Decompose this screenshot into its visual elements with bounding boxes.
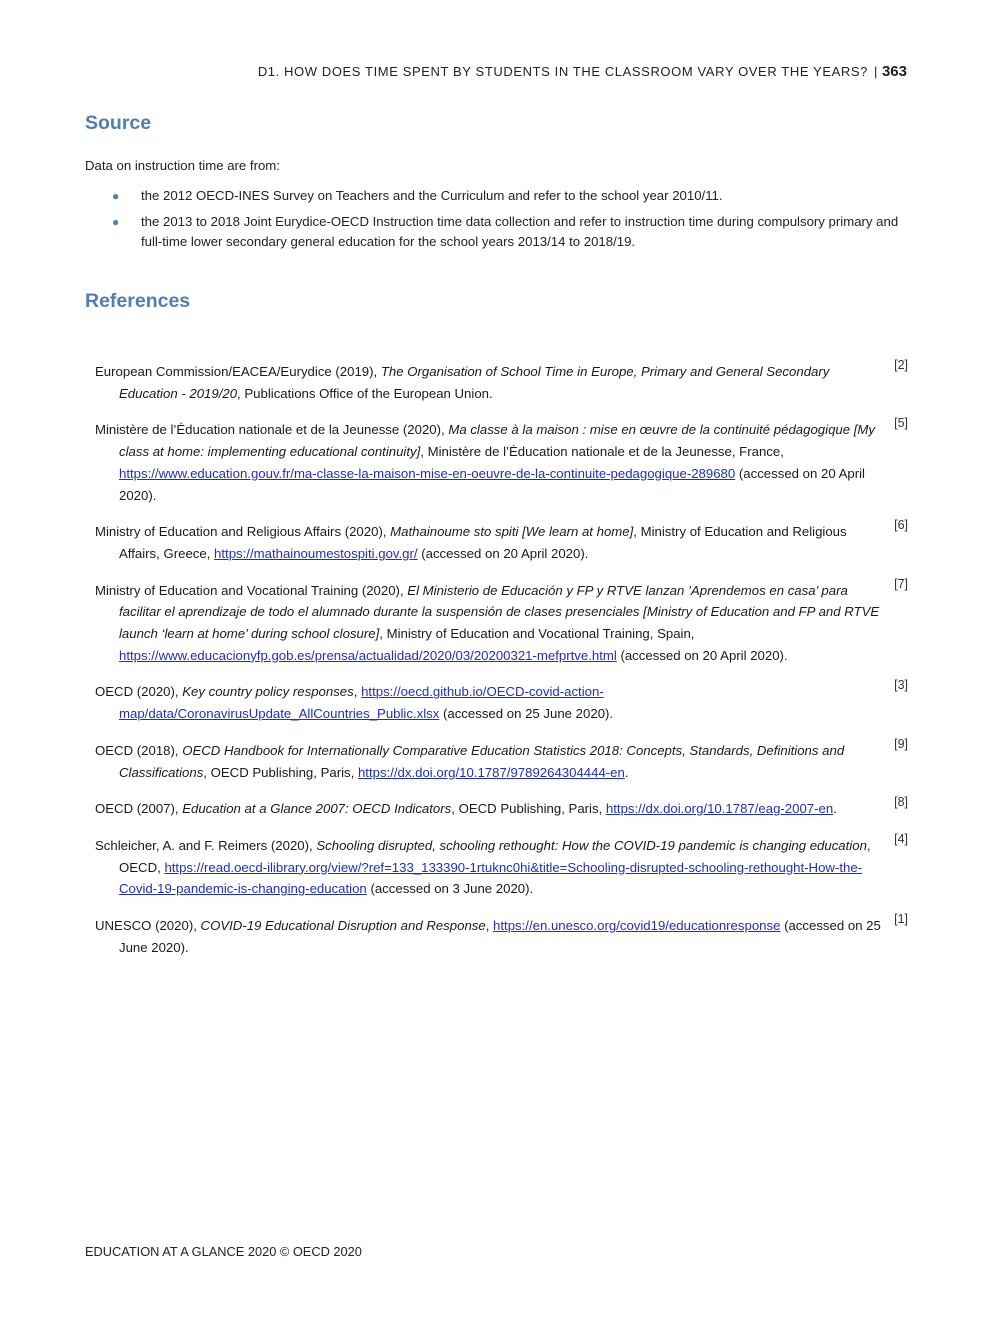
references-list	[95, 358, 908, 973]
reference-entry	[95, 831, 908, 900]
ref-title: Mathainoume sto spiti [We learn at home]	[390, 524, 634, 540]
ref-accessed: .	[833, 801, 837, 817]
ref-number: [6]	[894, 518, 908, 533]
ref-title: Education at a Glance 2007: OECD Indicators	[182, 801, 452, 817]
ref-publisher: , OECD,	[119, 837, 871, 875]
ref-title: The Organisation of School Time in Europe, Primary and General Secondary Education - 2019/20	[119, 364, 830, 401]
ref-title: COVID-19 Educational Disruption and Response	[200, 918, 486, 934]
ref-publisher: ,	[353, 684, 362, 700]
page-number: 363	[881, 63, 907, 80]
ref-link[interactable]: https://en.unesco.org/covid19/educationresponse	[493, 918, 781, 934]
reference-entry	[95, 912, 908, 958]
ref-number: [8]	[894, 795, 908, 810]
source-list	[85, 186, 915, 258]
ref-title: Schooling disrupted, schooling rethought: How the COVID-19 pandemic is changing education	[316, 837, 867, 853]
ref-title: Key country policy responses	[182, 684, 354, 700]
ref-author: UNESCO (2020),	[95, 918, 201, 934]
ref-title: Ma classe à la maison : mise en œuvre de la continuité pédagogique [My class at home: implementing educational continuity]	[119, 422, 875, 460]
ref-link[interactable]: https://dx.doi.org/10.1787/9789264304444-en	[357, 764, 625, 780]
source-item-text: the 2012 OECD-INES Survey on Teachers and the Curriculum and refer to the school year 2010/11.	[141, 188, 723, 203]
source-item-text: the 2013 to 2018 Joint Eurydice-OECD Instruction time data collection and refer to instruction time during compulsory primary and full-time lower secondary general education for the school years 2013/14 to 2018/19.	[141, 213, 899, 249]
ref-number: [5]	[894, 416, 908, 431]
ref-accessed: (accessed on 20 April 2020).	[417, 545, 589, 561]
ref-publisher: , Ministry of Education and Religious Affairs, Greece,	[119, 524, 847, 561]
bullet-icon: ●	[112, 214, 120, 229]
ref-accessed: .	[624, 764, 629, 780]
ref-publisher: ,	[485, 918, 494, 934]
ref-number: [1]	[894, 912, 908, 927]
source-heading: Source	[85, 112, 152, 134]
ref-link[interactable]: https://dx.doi.org/10.1787/eag-2007-en	[605, 801, 834, 817]
source-intro: Data on instruction time are from:	[85, 158, 280, 173]
reference-entry	[95, 576, 908, 667]
source-list-item	[85, 212, 915, 253]
header-separator: |	[873, 64, 878, 79]
ref-author: OECD (2007),	[95, 801, 183, 817]
ref-link[interactable]: https://www.education.gouv.fr/ma-classe-la-maison-mise-en-oeuvre-de-la-continuite-pedagogique-289680	[119, 465, 736, 481]
ref-accessed: (accessed on 25 June 2020).	[439, 706, 614, 722]
ref-publisher: , Ministry of Education and Vocational Training, Spain,	[379, 626, 695, 642]
bullet-icon: ●	[112, 189, 120, 203]
ref-number: [4]	[894, 831, 908, 846]
ref-author: Schleicher, A. and F. Reimers (2020),	[95, 837, 317, 853]
reference-entry	[95, 795, 908, 820]
chapter-title: D1. HOW DOES TIME SPENT BY STUDENTS IN THE CLASSROOM VARY OVER THE YEARS?	[257, 64, 868, 79]
ref-accessed: (accessed on 20 April 2020).	[616, 647, 788, 663]
ref-author: Ministry of Education and Vocational Training (2020),	[95, 582, 408, 598]
ref-publisher: , Publications Office of the European Union.	[237, 385, 493, 401]
ref-link[interactable]: https://mathainoumestospiti.gov.gr/	[214, 545, 418, 561]
reference-entry	[95, 518, 908, 564]
ref-author: Ministère de l’Éducation nationale et de la Jeunesse (2020),	[95, 422, 449, 438]
ref-number: [7]	[894, 576, 908, 591]
ref-author: European Commission/EACEA/Eurydice (2019),	[95, 364, 381, 379]
ref-accessed: (accessed on 20 April 2020).	[119, 465, 865, 503]
ref-link[interactable]: https://oecd.github.io/OECD-covid-action-map/data/CoronavirusUpdate_AllCountries_Public.xlsx	[119, 684, 604, 722]
ref-publisher: , OECD Publishing, Paris,	[451, 801, 606, 817]
ref-publisher: , OECD Publishing, Paris,	[203, 764, 358, 780]
ref-title: OECD Handbook for Internationally Comparative Education Statistics 2018: Concepts, Standards, Definitions and Classifications	[119, 742, 845, 780]
running-header	[258, 63, 907, 80]
reference-entry	[95, 358, 908, 404]
page-footer: EDUCATION AT A GLANCE 2020 © OECD 2020	[85, 1244, 362, 1259]
ref-author: Ministry of Education and Religious Affairs (2020),	[95, 524, 391, 540]
reference-entry	[95, 736, 908, 783]
references-heading: References	[85, 290, 191, 312]
ref-number: [2]	[894, 358, 908, 372]
ref-publisher: , Ministère de l’Éducation nationale et de la Jeunesse, France,	[420, 444, 784, 460]
ref-accessed: (accessed on 25 June 2020).	[119, 918, 881, 955]
ref-number: [9]	[894, 736, 908, 751]
ref-number: [3]	[894, 678, 908, 693]
ref-author: OECD (2018),	[95, 742, 183, 758]
reference-entry	[95, 678, 908, 724]
ref-title: El Ministerio de Educación y FP y RTVE lanzan ’Aprendemos en casa’ para facilitar el aprendizaje de todo el alumnado durante la suspensión de clases presenciales [Ministry of Education and FP and RTVE launch ‘learn at home’ during school closure]	[119, 582, 880, 642]
reference-entry	[95, 416, 908, 506]
ref-link[interactable]: https://www.educacionyfp.gob.es/prensa/actualidad/2020/03/20200321-mefprtve.html	[119, 647, 617, 663]
ref-link[interactable]: https://read.oecd-ilibrary.org/view/?ref=133_133390-1rtuknc0hi&title=Schooling-disrupted-schooling-rethought-How-the-Covid-19-pandemic-is-changing-education	[119, 859, 863, 897]
ref-author: OECD (2020),	[95, 684, 183, 700]
source-list-item	[85, 186, 915, 207]
ref-accessed: (accessed on 3 June 2020).	[366, 881, 534, 897]
